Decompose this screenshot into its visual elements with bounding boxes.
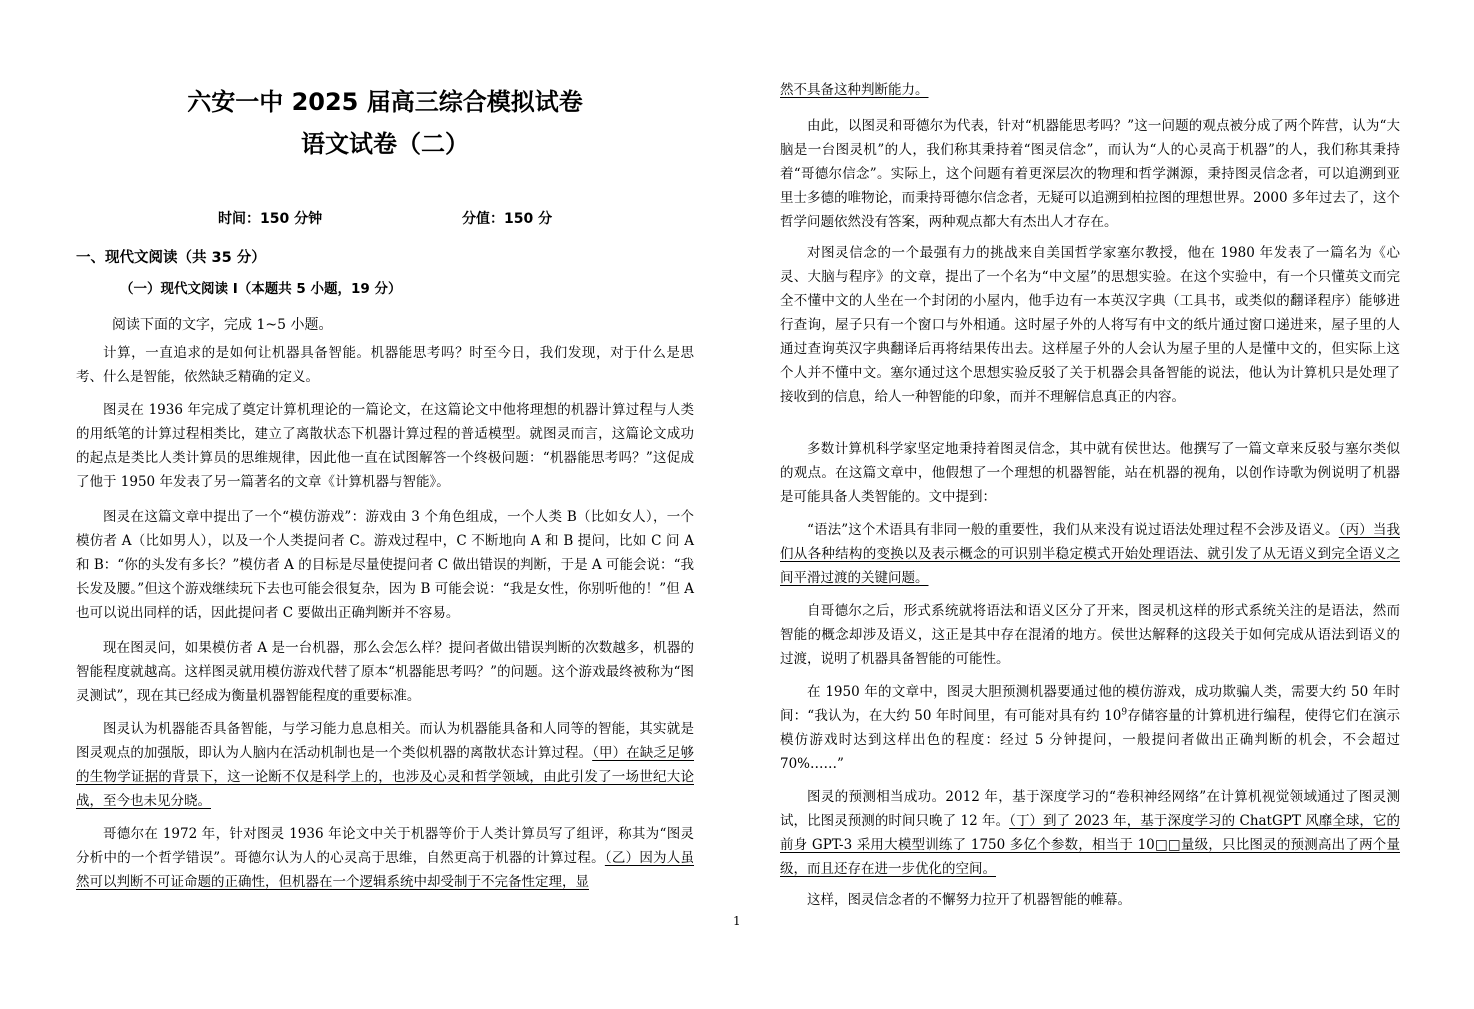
underlined-passage-yi: （乙）因为人虽然可以判断不可证命题的正确性，但机器在一个逻辑系统中却受制于不完备性定理，显 <box>76 850 695 890</box>
exam-time: 时间：150 分钟 <box>218 211 323 227</box>
paragraph-14: 这样，图灵信念者的不懈努力拉开了机器智能的帷幕。 <box>807 892 1131 908</box>
paragraph-12-text-a: 在 1950 年的文章中，图灵大胆预测机器要通过他的模仿游戏，成功欺骗人类，需要大约 50 年时间：“我认为，在大约 50 年时间里，有可能对具有约 10 <box>780 684 1400 724</box>
paragraph-continuation <box>780 78 1400 102</box>
paragraph-8: 对图灵信念的一个最强有力的挑战来自美国哲学家塞尔教授，他在 1980 年发表了一篇名为《心灵、大脑与程序》的文章，提出了一个名为“中文屋”的思想实验。在这个实验中，有一个只懂英文而完全不懂中文的人坐在一个封闭的小屋内，他手边有一本英汉字典（工具书，或类似的翻译程序）能够进行查询，屋子只有一个窗口与外相通。这时屋子外的人将写有中文的纸片通过窗口递进来，屋子里的人通过查询英汉字典翻译后再将结果传出去。这样屋子外的人会认为屋子里的人是懂中文的，但实际上这个人并不懂中文。塞尔通过这个思想实验反驳了关于机器会具备智能的说法，他认为计算机只是处理了接收到的信息，给人一种智能的印象，而并不理解信息真正的内容。 <box>780 245 1400 405</box>
paragraph-11: 自哥德尔之后，形式系统就将语法和语义区分了开来，图灵机这样的形式系统关注的是语法，然而智能的概念却涉及语义，这正是其中存在混淆的地方。侯世达解释的这段关于如何完成从语法到语义的过渡，说明了机器具备智能的可能性。 <box>780 603 1400 667</box>
underlined-passage-yi-end: 然不具备这种判断能力。 <box>780 82 929 98</box>
subsection-title: （一）现代文阅读 I（本题共 5 小题，19 分） <box>120 281 402 297</box>
paragraph-12-text-b: 存储容量的计算机进行编程，使得它们在演示模仿游戏时达到这样出色的程度：经过 5 分钟提问，一般提问者做出正确判断的机会，不会超过 70%……” <box>780 708 1400 772</box>
reading-instruction: 阅读下面的文字，完成 1~5 小题。 <box>112 317 333 333</box>
section-title: 一、现代文阅读（共 35 分） <box>76 250 266 266</box>
paragraph-13 <box>780 785 1400 881</box>
paragraph-5-text: 图灵认为机器能否具备智能，与学习能力息息相关。而认为机器能具备和人同等的智能，其实就是图灵观点的加强版，即认为人脑内在活动机制也是一个类似机器的离散状态计算过程。 <box>76 721 694 761</box>
underlined-passage-ding: （丁）到了 2023 年，基于深度学习的 ChatGPT 风靡全球，它的前身 GPT-3 采用大模型训练了 1750 多亿个参数，相当于 10□□量级，只比图灵的预测高出了两个量级，而且还存在进一步优化的空间。 <box>780 813 1401 877</box>
paragraph-10-quote <box>780 518 1400 590</box>
exponent: 9 <box>1121 707 1128 718</box>
exam-subtitle: 语文试卷（二） <box>301 130 469 158</box>
paragraph-3: 图灵在这篇文章中提出了一个“模仿游戏”：游戏由 3 个角色组成，一个人类 B（比如女人），一个模仿者 A（比如男人），以及一个人类提问者 C。游戏过程中，C 不断地向 A 和 B 提问，比如 C 问 A 和 B：“你的头发有多长？”模仿者 A 的目标是尽量使提问者 C 做出错误的判断，于是 A 可能会说：“我长发及腰。”但这个游戏继续玩下去也可能会很复杂，因为 B 可能会说：“我是女性，你别听他的！”但 A 也可以说出同样的话，因此提问者 C 要做出正确判断并不容易。 <box>76 509 694 621</box>
paragraph-12 <box>780 680 1400 776</box>
paragraph-5 <box>76 717 694 813</box>
paragraph-13-text: 图灵的预测相当成功。2012 年，基于深度学习的“卷积神经网络”在计算机视觉领域通过了图灵测试，比图灵预测的时间只晚了 12 年。 <box>780 789 1400 829</box>
underlined-passage-bing: （丙）当我们从各种结构的变换以及表示概念的可识别半稳定模式开始处理语法、就引发了从无语义到完全语义之间平滑过渡的关键问题。 <box>780 522 1400 586</box>
paragraph-9: 多数计算机科学家坚定地秉持着图灵信念，其中就有侯世达。他撰写了一篇文章来反驳与塞尔类似的观点。在这篇文章中，他假想了一个理想的机器智能，站在机器的视角，以创作诗歌为例说明了机器是可能具备人类智能的。文中提到： <box>780 441 1400 505</box>
exam-title: 六安一中 2025 届高三综合模拟试卷 <box>187 88 583 116</box>
paragraph-2: 图灵在 1936 年完成了奠定计算机理论的一篇论文，在这篇论文中他将理想的机器计算过程与人类的用纸笔的计算过程相类比，建立了离散状态下机器计算过程的普适模型。就图灵而言，这篇论文成功的起点是类比人类计算员的思维规律，因此他一直在试图解答一个终极问题：“机器能思考吗？”这促成了他于 1950 年发表了另一篇著名的文章《计算机器与智能》。 <box>76 402 694 490</box>
exam-score: 分值：150 分 <box>462 211 553 227</box>
underlined-passage-jia: （甲）在缺乏足够的生物学证据的背景下，这一论断不仅是科学上的，也涉及心灵和哲学领域，由此引发了一场世纪大论战，至今也未见分晓。 <box>76 745 695 809</box>
paragraph-4: 现在图灵问，如果模仿者 A 是一台机器，那么会怎么样？提问者做出错误判断的次数越多，机器的智能程度就越高。这样图灵就用模仿游戏代替了原本“机器能思考吗？”的问题。这个游戏最终被称为“图灵测试”，现在其已经成为衡量机器智能程度的重要标准。 <box>76 640 694 704</box>
paragraph-6-text: 哥德尔在 1972 年，针对图灵 1936 年论文中关于机器等价于人类计算员写了组评，称其为“图灵分析中的一个哲学错误”。哥德尔认为人的心灵高于思维，自然更高于机器的计算过程。 <box>76 826 694 866</box>
paragraph-7: 由此，以图灵和哥德尔为代表，针对“机器能思考吗？”这一问题的观点被分成了两个阵营，认为“大脑是一台图灵机”的人，我们称其秉持着“图灵信念”，而认为“人的心灵高于机器”的人，我们称其秉持着“哥德尔信念”。实际上，这个问题有着更深层次的物理和哲学渊源，秉持图灵信念者，可以追溯到亚里士多德的唯物论，而秉持哥德尔信念者，无疑可以追溯到柏拉图的理想世界。2000 多年过去了，这个哲学问题依然没有答案，两种观点都大有杰出人才存在。 <box>780 118 1400 230</box>
paragraph-1: 计算，一直追求的是如何让机器具备智能。机器能思考吗？时至今日，我们发现，对于什么是思考、什么是智能，依然缺乏精确的定义。 <box>76 345 694 385</box>
quote-text: “语法”这个术语具有非同一般的重要性，我们从来没有说过语法处理过程不会涉及语义。 <box>807 522 1339 538</box>
page-number: 1 <box>733 914 741 928</box>
paragraph-6 <box>76 822 694 894</box>
